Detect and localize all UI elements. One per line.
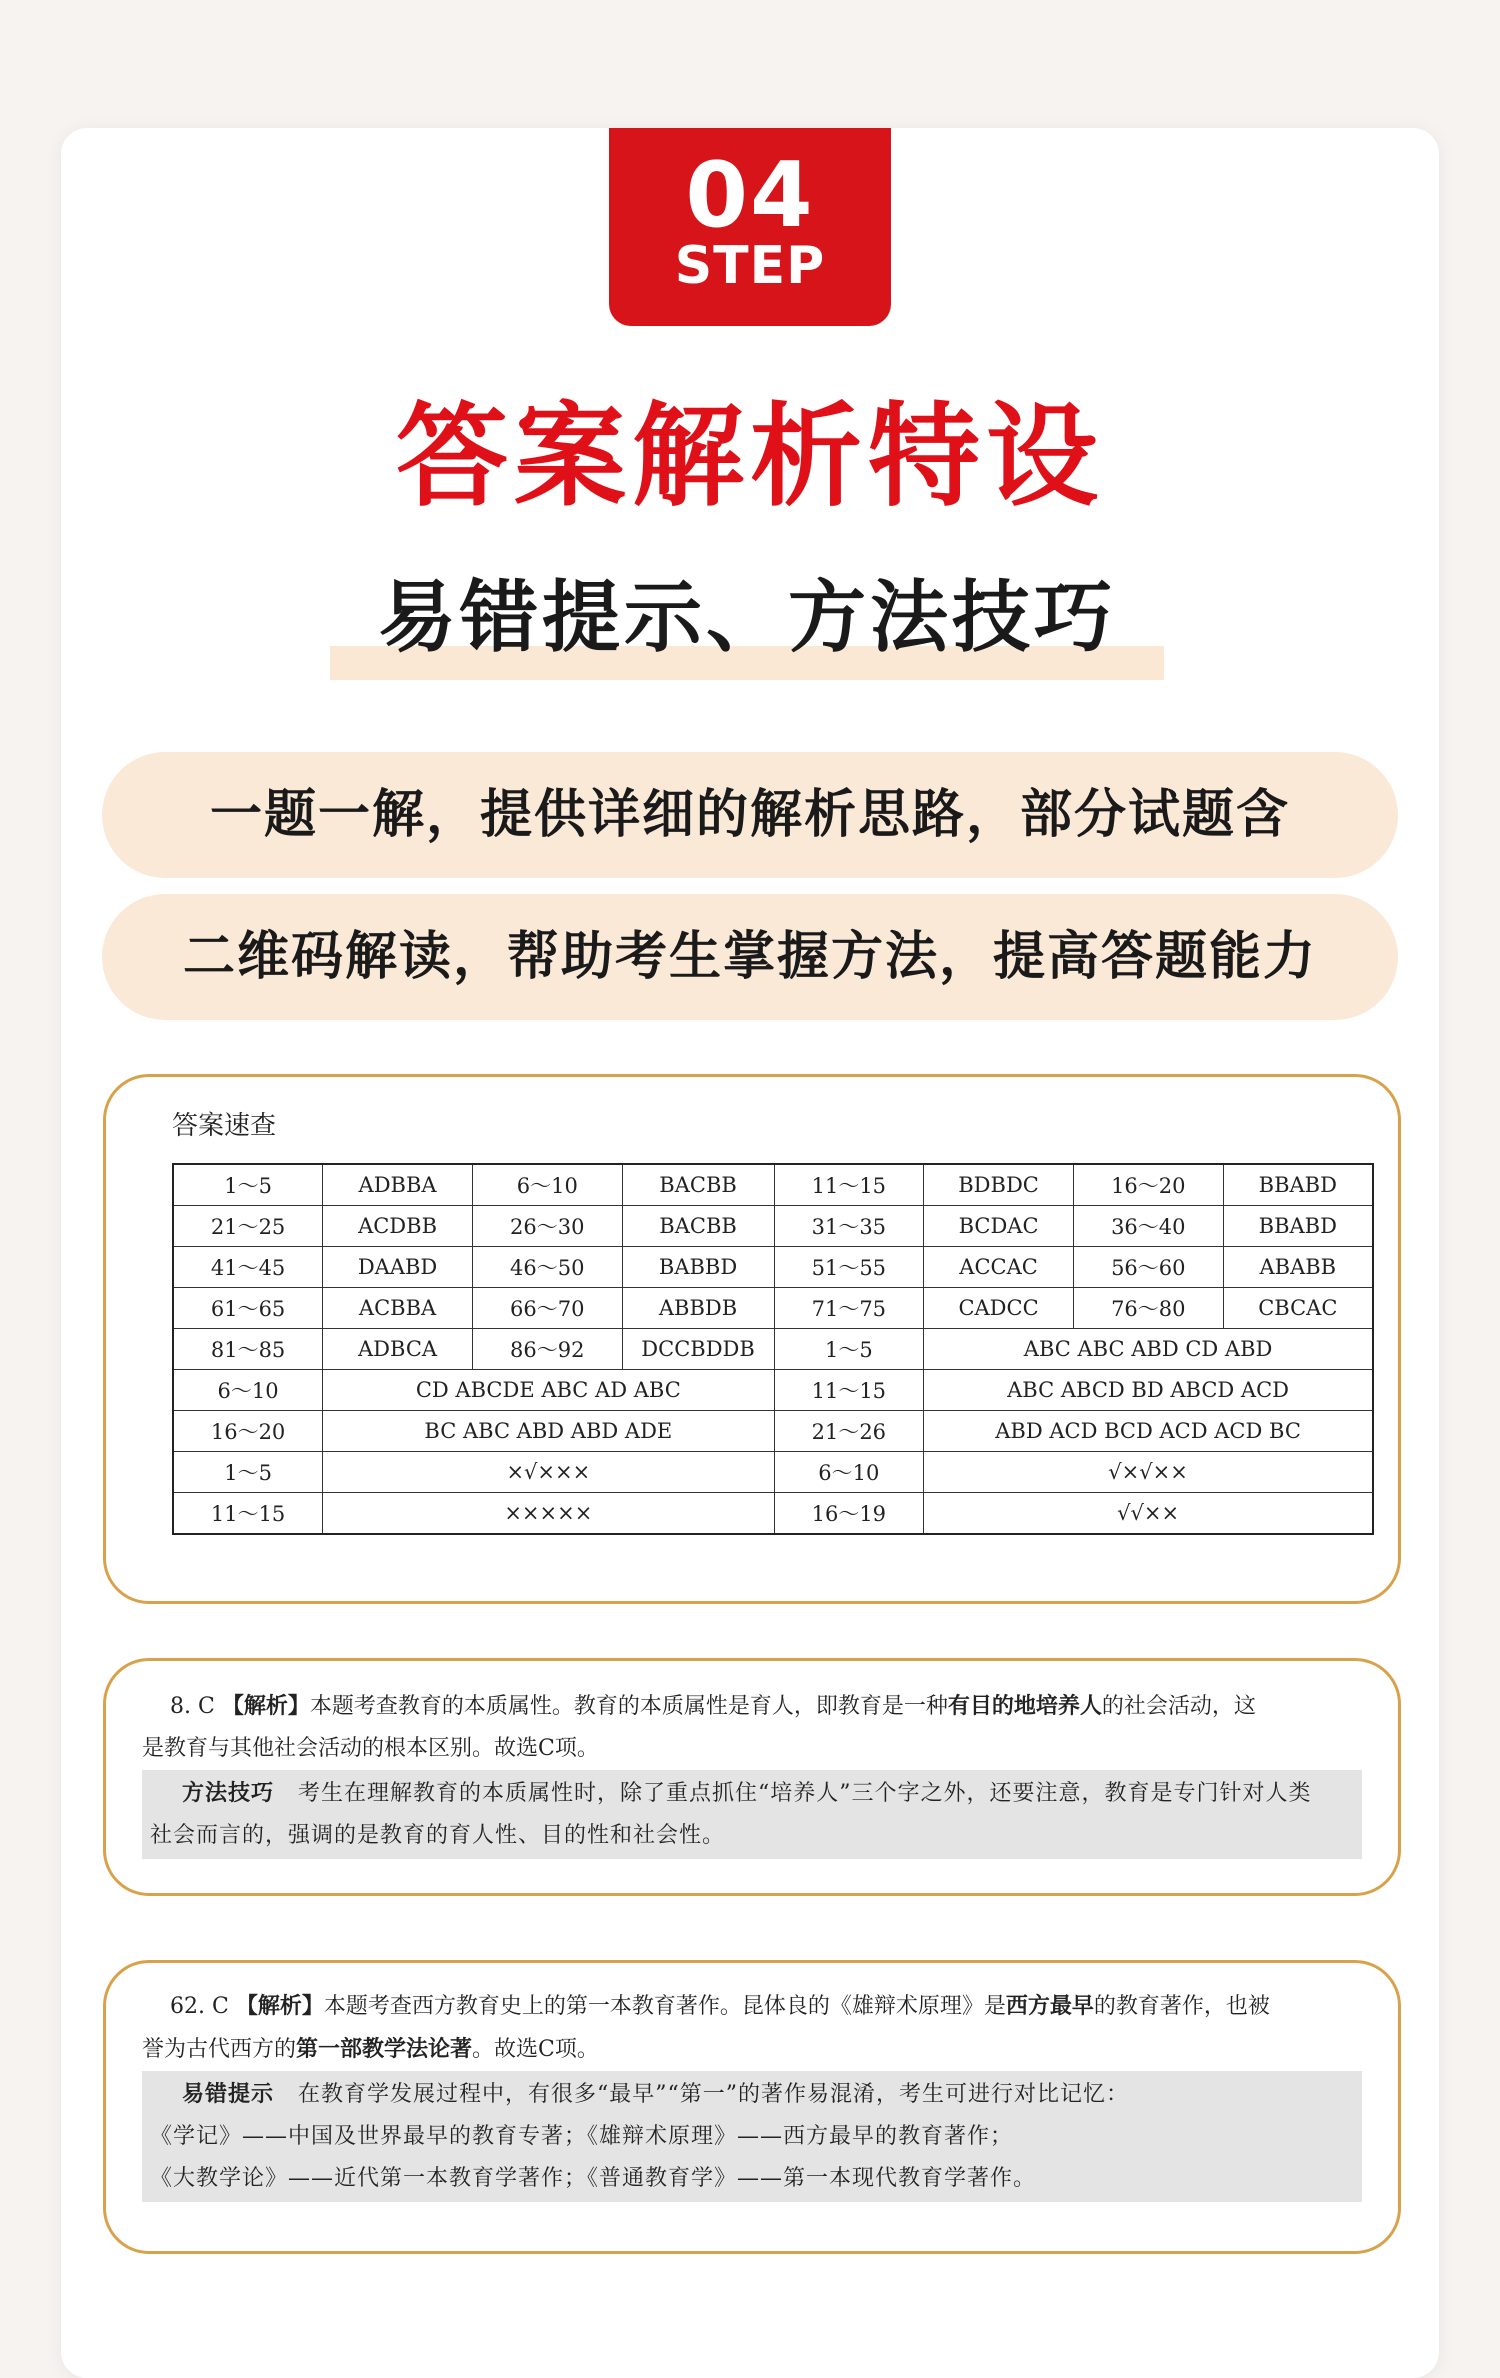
question-number: 62. C (169, 1994, 229, 2019)
table-cell: 16～19 (774, 1493, 924, 1535)
table-cell: BBABD (1223, 1206, 1373, 1247)
table-cell: ABC ABCD BD ABCD ACD (924, 1370, 1373, 1411)
error-tip-box (142, 2071, 1362, 2202)
table-cell: ACCAC (924, 1247, 1074, 1288)
table-cell: 86～92 (472, 1329, 622, 1370)
subtitle: 易错提示、方法技巧 (377, 573, 1116, 663)
tip-text: 在教育学发展过程中，有很多“最早”“第一”的著作易混淆，考生可进行对比记忆： (297, 2082, 1129, 2107)
table-cell: 56～60 (1073, 1247, 1223, 1288)
explanation-2 (142, 1985, 1362, 2202)
tip-text: 考生在理解教育的本质属性时，除了重点抓住“培养人”三个字之外，还要注意，教育是专门针对人类 (297, 1781, 1312, 1806)
table-cell: 21～26 (774, 1411, 924, 1452)
table-cell: 51～55 (774, 1247, 924, 1288)
table-cell: ADBBA (323, 1164, 473, 1206)
table-cell: BACBB (622, 1164, 774, 1206)
explanation-bold: 有目的地培养人 (947, 1693, 1102, 1719)
explanation-text: 本题考查西方教育史上的第一本教育著作。昆体良的《雄辩术原理》是 (323, 1994, 1006, 2019)
table-cell: √×√×× (924, 1452, 1373, 1493)
table-row (173, 1288, 1373, 1329)
explanation-text: 本题考查教育的本质属性。教育的本质属性是育人，即教育是一种 (309, 1694, 948, 1719)
table-cell: 46～50 (472, 1247, 622, 1288)
table-cell: 81～85 (173, 1329, 323, 1370)
explanation-frame-2 (103, 1960, 1401, 2254)
tip-line (150, 2073, 1354, 2116)
table-cell: CADCC (924, 1288, 1074, 1329)
table-cell: ABD ACD BCD ACD ACD BC (924, 1411, 1373, 1452)
table-cell: 11～15 (173, 1493, 323, 1535)
explanation-frame-1 (103, 1658, 1401, 1896)
table-cell: 16～20 (1073, 1164, 1223, 1206)
table-cell: 36～40 (1073, 1206, 1223, 1247)
explanation-text: 的社会活动，这 (1101, 1694, 1256, 1719)
table-cell: ACBBA (323, 1288, 473, 1329)
explanation-text: 。故选C项。 (472, 2037, 599, 2062)
table-cell: 31～35 (774, 1206, 924, 1247)
table-cell: ABBDB (622, 1288, 774, 1329)
analysis-tag: 【解析】 (235, 1993, 324, 2019)
tip-label: 方法技巧 (181, 1780, 274, 1806)
explanation-line (142, 1985, 1362, 2028)
table-cell: BCDAC (924, 1206, 1074, 1247)
table-cell: 16～20 (173, 1411, 323, 1452)
feature-pill-1: 一题一解，提供详细的解析思路，部分试题含 (102, 752, 1398, 878)
explanation-line (142, 2028, 1362, 2071)
table-cell: √√×× (924, 1493, 1373, 1535)
step-badge (609, 128, 891, 326)
explanation-line (142, 1685, 1362, 1728)
explanation-text: 誉为古代西方的 (142, 2037, 297, 2062)
explanation-bold: 第一部教学法论著 (296, 2036, 473, 2062)
table-cell: BABBD (622, 1247, 774, 1288)
table-cell: CBCAC (1223, 1288, 1373, 1329)
table-cell: 71～75 (774, 1288, 924, 1329)
tip-line (150, 1772, 1354, 1815)
table-cell: 6～10 (173, 1370, 323, 1411)
step-label: STEP (674, 236, 826, 296)
table-row (173, 1452, 1373, 1493)
feature-pill-2: 二维码解读，帮助考生掌握方法，提高答题能力 (102, 894, 1398, 1020)
table-cell: 1～5 (173, 1164, 323, 1206)
tip-label: 易错提示 (181, 2081, 274, 2107)
table-cell: 11～15 (774, 1164, 924, 1206)
table-row (173, 1329, 1373, 1370)
answer-sheet-frame (103, 1074, 1401, 1604)
table-row (173, 1206, 1373, 1247)
table-cell: 6～10 (774, 1452, 924, 1493)
table-row (173, 1493, 1373, 1535)
table-cell: 66～70 (472, 1288, 622, 1329)
table-cell: ADBCA (323, 1329, 473, 1370)
method-tip-box (142, 1770, 1362, 1859)
tip-line: 社会而言的，强调的是教育的育人性、目的性和社会性。 (150, 1823, 726, 1848)
table-cell: ABABB (1223, 1247, 1373, 1288)
table-cell: ABC ABC ABD CD ABD (924, 1329, 1373, 1370)
answer-table (172, 1163, 1374, 1535)
table-cell: 41～45 (173, 1247, 323, 1288)
table-row (173, 1370, 1373, 1411)
table-cell: BACBB (622, 1206, 774, 1247)
answer-sheet-title: 答案速查 (172, 1111, 277, 1141)
table-cell: DCCBDDB (622, 1329, 774, 1370)
table-cell: 11～15 (774, 1370, 924, 1411)
tip-line: 《学记》——中国及世界最早的教育专著；《雄辩术原理》——西方最早的教育著作； (150, 2124, 1014, 2149)
table-cell: CD ABCDE ABC AD ABC (323, 1370, 774, 1411)
subtitle-block (330, 568, 1164, 680)
table-cell: 1～5 (173, 1452, 323, 1493)
table-cell: ACDBB (323, 1206, 473, 1247)
table-cell: 6～10 (472, 1164, 622, 1206)
explanation-text: 的教育著作，也被 (1093, 1994, 1270, 2019)
tip-line: 《大教学论》——近代第一本教育学著作；《普通教育学》——第一本现代教育学著作。 (150, 2166, 1037, 2191)
table-cell: BC ABC ABD ABD ADE (323, 1411, 774, 1452)
question-number: 8. C (169, 1694, 215, 1719)
table-cell: BDBDC (924, 1164, 1074, 1206)
table-row (173, 1411, 1373, 1452)
table-cell: 1～5 (774, 1329, 924, 1370)
explanation-bold: 西方最早 (1005, 1993, 1094, 2019)
table-cell: DAABD (323, 1247, 473, 1288)
table-cell: 21～25 (173, 1206, 323, 1247)
explanation-line: 是教育与其他社会活动的根本区别。故选C项。 (142, 1736, 599, 1761)
table-cell: 76～80 (1073, 1288, 1223, 1329)
table-cell: BBABD (1223, 1164, 1373, 1206)
table-cell: 61～65 (173, 1288, 323, 1329)
table-cell: ××××× (323, 1493, 774, 1535)
table-cell: 26～30 (472, 1206, 622, 1247)
table-row (173, 1164, 1373, 1206)
analysis-tag: 【解析】 (221, 1693, 310, 1719)
table-cell: ×√××× (323, 1452, 774, 1493)
page-title: 答案解析特设 (396, 392, 1104, 522)
explanation-1 (142, 1685, 1362, 1859)
table-row (173, 1247, 1373, 1288)
step-number: 04 (685, 143, 815, 248)
